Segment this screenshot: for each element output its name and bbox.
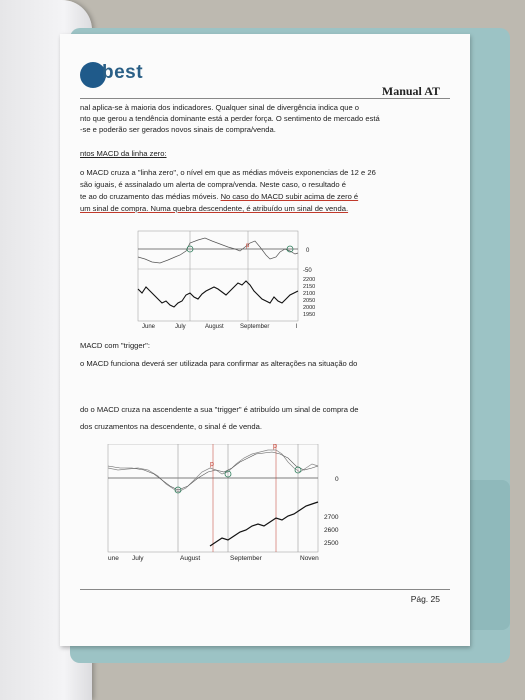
month-label: August: [205, 324, 224, 330]
paragraph-line: o MACD funciona deverá ser utilizada para confirmar as alterações na situação do: [80, 359, 358, 368]
paragraph-span: te ao do cruzamento das médias móveis.: [80, 192, 221, 201]
price-tick: 2150: [303, 284, 316, 290]
month-label: l: [296, 324, 298, 330]
macd-zero-line-chart: [120, 229, 340, 334]
month-label: July: [132, 555, 144, 562]
month-label: Noven: [300, 555, 319, 562]
price-tick: 2500: [324, 540, 339, 547]
document-page: [60, 34, 470, 646]
document-title: Manual AT: [381, 84, 440, 98]
paragraph-line: nal aplica-se à maioria dos indicadores. Qualquer sinal de divergência indica que o: [80, 103, 360, 112]
price-tick: 2600: [324, 527, 339, 534]
price-tick: 1950: [303, 312, 316, 318]
paragraph-line: [80, 203, 445, 214]
page-number: Pág. 25: [410, 594, 440, 604]
folder-tab: [470, 480, 510, 630]
macd-low-label: -50: [303, 268, 312, 274]
paragraph-line: dos cruzamentos na descendente, o sinal é de venda.: [80, 422, 262, 431]
macd-zero-label: 0: [335, 476, 339, 483]
highlighted-text: Numa quebra descendente, é atribuído um sinal de venda.: [148, 204, 349, 213]
sell-signal-marker: p: [273, 444, 277, 450]
month-label: September: [230, 555, 262, 562]
price-tick: 2100: [303, 291, 316, 297]
paragraph-line: [80, 191, 445, 202]
paragraph-line: do o MACD cruza na ascendente a sua "trigger" é atribuído um sinal de compra de: [80, 405, 359, 414]
footer-divider: [80, 589, 450, 590]
section-title: MACD com "trigger":: [80, 341, 150, 350]
sell-signal-marker: p: [210, 461, 214, 468]
month-label: August: [180, 555, 201, 562]
price-tick: 2000: [303, 305, 316, 311]
paragraph-line: -se e poderão ser gerados novos sinais de compra/venda.: [80, 125, 276, 134]
logo-text: best: [102, 62, 144, 83]
price-tick: 2200: [303, 277, 316, 283]
macd-trigger-chart: [98, 444, 368, 572]
price-tick: 2700: [324, 514, 339, 521]
month-label: une: [108, 555, 119, 562]
sell-signal-marker: p: [246, 243, 250, 249]
paragraph-line: o MACD cruza a "linha zero", o nível em que as médias móveis exponencias de 12 e 26: [80, 168, 376, 177]
highlighted-text: um sinal de compra.: [80, 204, 149, 213]
month-label: June: [142, 324, 156, 330]
month-label: September: [240, 324, 270, 330]
highlighted-text: No caso do MACD subir acima de zero é: [220, 192, 359, 201]
paragraph-line: são iguais, é assinalado um alerta de compra/venda. Neste caso, o resultado é: [80, 180, 346, 189]
month-label: July: [175, 324, 186, 330]
price-tick: 2050: [303, 298, 316, 304]
paragraph-line: nto que gerou a tendência dominante está a perder força. O sentimento de mercado está: [80, 114, 380, 123]
header-divider: [80, 98, 450, 99]
section-title: ntos MACD da linha zero:: [80, 149, 167, 158]
macd-zero-label: 0: [306, 248, 310, 254]
